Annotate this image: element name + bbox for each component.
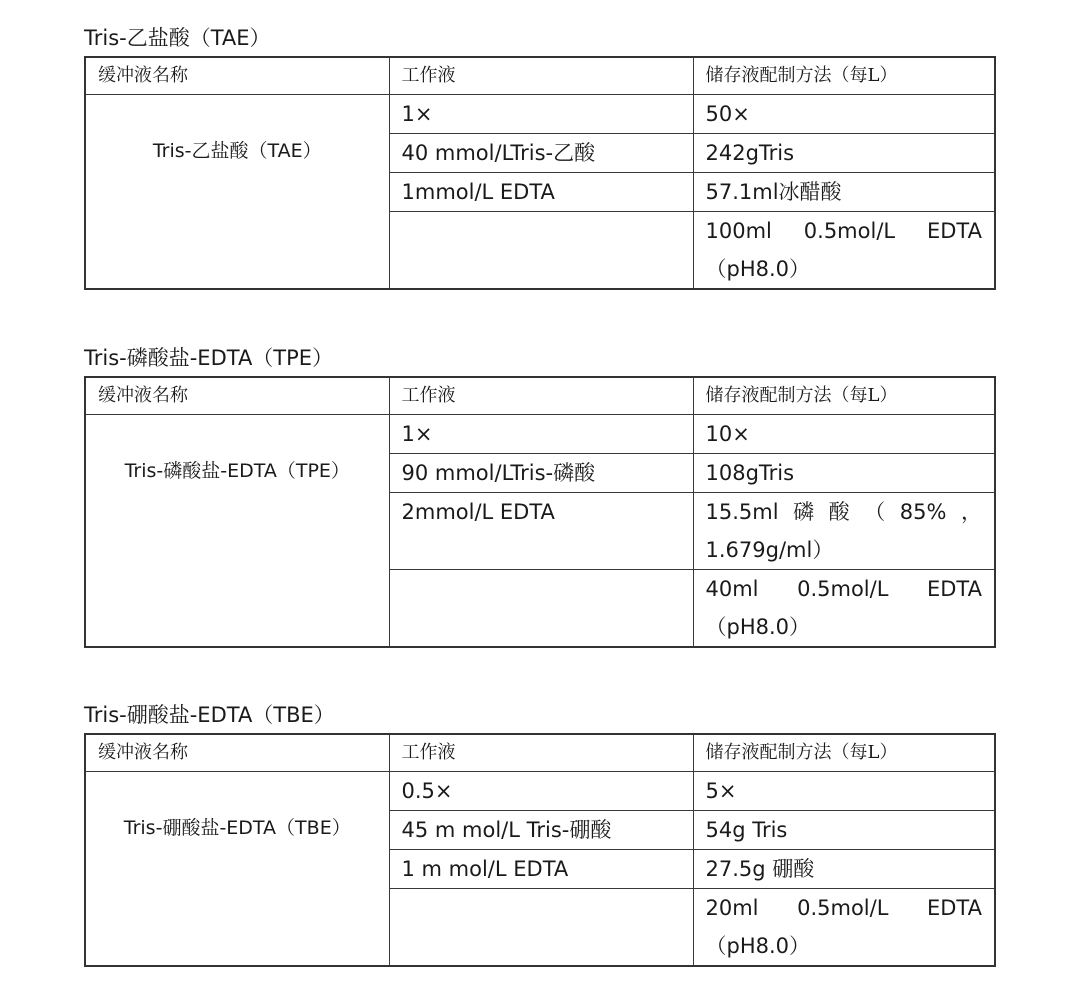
stock-cell: 40ml 0.5mol/L EDTA（pH8.0） [693, 570, 995, 648]
working-cell: 1× [389, 415, 693, 454]
working-cell: 0.5× [389, 772, 693, 811]
working-cell [389, 570, 693, 648]
stock-cell: 242gTris [693, 134, 995, 173]
table-row [85, 95, 995, 134]
stock-cell: 20ml 0.5mol/L EDTA（pH8.0） [693, 889, 995, 967]
stock-cell: 54g Tris [693, 811, 995, 850]
buffer-name-cell: Tris-硼酸盐-EDTA（TBE） [85, 772, 389, 967]
header-stock: 储存液配制方法（每L） [693, 57, 995, 95]
header-buffer-name: 缓冲液名称 [85, 57, 389, 95]
working-cell: 1 m mol/L EDTA [389, 850, 693, 889]
tae-title: Tris-乙盐酸（TAE） [84, 26, 271, 50]
working-cell [389, 212, 693, 290]
header-working: 工作液 [389, 377, 693, 415]
buffer-name-cell: Tris-乙盐酸（TAE） [85, 95, 389, 290]
stock-cell: 108gTris [693, 454, 995, 493]
working-cell: 1× [389, 95, 693, 134]
header-buffer-name: 缓冲液名称 [85, 377, 389, 415]
stock-cell: 15.5ml磷酸（85%，1.679g/ml） [693, 493, 995, 570]
stock-cell: 10× [693, 415, 995, 454]
tpe-table [84, 376, 996, 648]
working-cell: 40 mmol/LTris-乙酸 [389, 134, 693, 173]
working-cell: 45 m mol/L Tris-硼酸 [389, 811, 693, 850]
working-cell: 1mmol/L EDTA [389, 173, 693, 212]
table-header-row [85, 377, 995, 415]
header-working: 工作液 [389, 57, 693, 95]
working-cell [389, 889, 693, 967]
working-cell: 90 mmol/LTris-磷酸 [389, 454, 693, 493]
buffer-name-cell: Tris-磷酸盐-EDTA（TPE） [85, 415, 389, 648]
header-stock: 储存液配制方法（每L） [693, 377, 995, 415]
table-row [85, 415, 995, 454]
header-stock: 储存液配制方法（每L） [693, 734, 995, 772]
tbe-section [84, 697, 994, 967]
working-cell: 2mmol/L EDTA [389, 493, 693, 570]
header-working: 工作液 [389, 734, 693, 772]
stock-cell: 100ml 0.5mol/L EDTA（pH8.0） [693, 212, 995, 290]
table-header-row [85, 734, 995, 772]
tae-table [84, 56, 996, 290]
stock-cell: 27.5g 硼酸 [693, 850, 995, 889]
stock-cell: 50× [693, 95, 995, 134]
table-header-row [85, 57, 995, 95]
tpe-section [84, 340, 994, 648]
tpe-title: Tris-磷酸盐-EDTA（TPE） [84, 346, 334, 370]
stock-cell: 57.1ml冰醋酸 [693, 173, 995, 212]
tae-section [84, 20, 994, 290]
header-buffer-name: 缓冲液名称 [85, 734, 389, 772]
tbe-title: Tris-硼酸盐-EDTA（TBE） [84, 703, 335, 727]
stock-cell: 5× [693, 772, 995, 811]
table-row [85, 772, 995, 811]
tbe-table [84, 733, 996, 967]
